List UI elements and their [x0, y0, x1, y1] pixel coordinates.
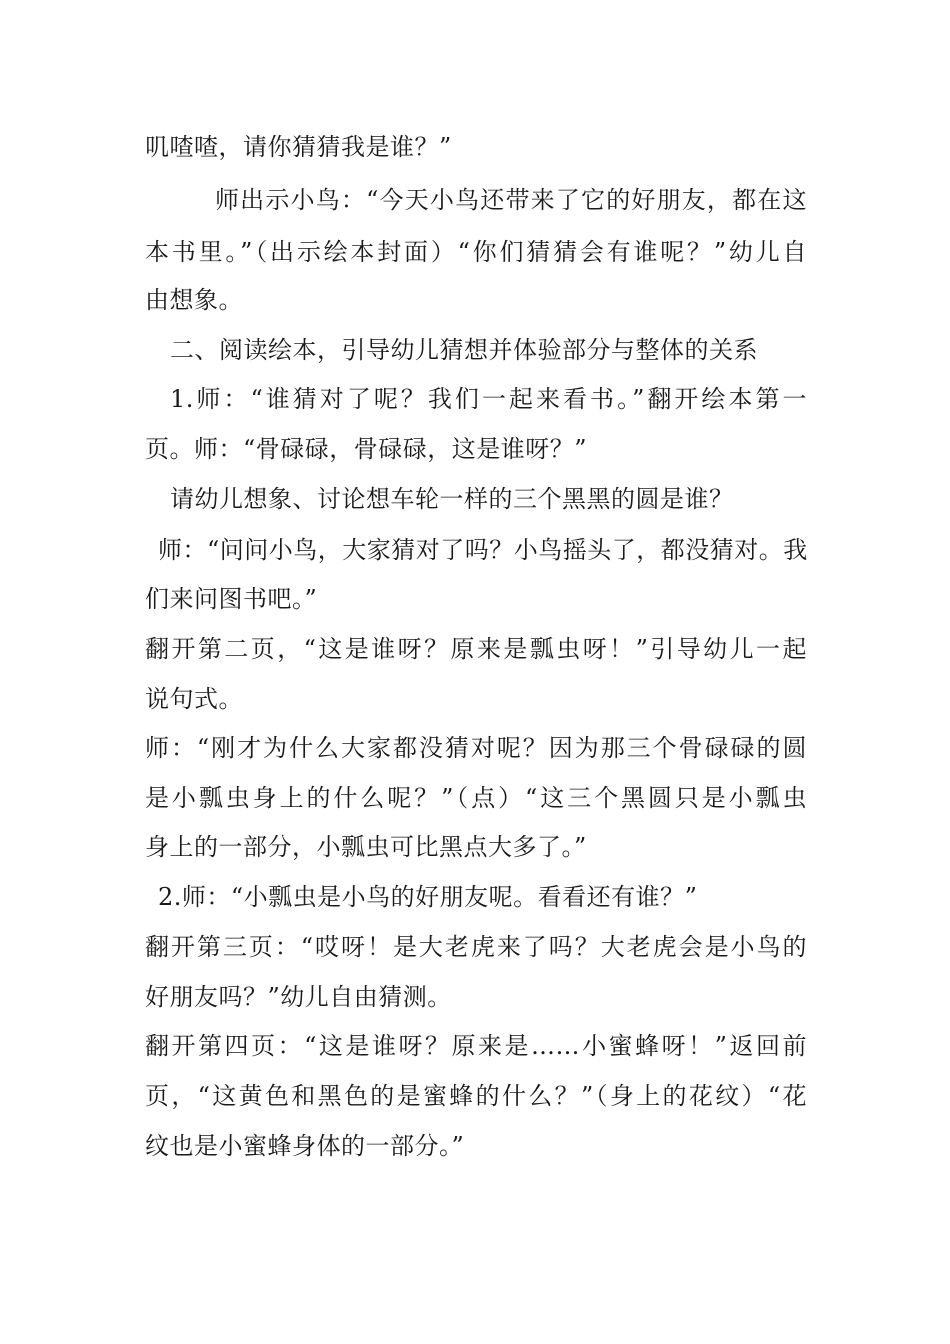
text-line: 页。师：“骨碌碌，骨碌碌，这是谁呀？”	[145, 435, 588, 463]
text-line: 们来问图书吧。”	[145, 585, 318, 613]
text-line: 由想象。	[145, 286, 243, 314]
text-line: 1.师：“谁猜对了呢？我们一起来看书。”翻开绘本第一	[170, 385, 807, 413]
text-line: 页，“这黄色和黑色的是蜜蜂的什么？”（身上的花纹）“花	[145, 1082, 807, 1110]
section-heading: 二、阅读绘本，引导幼儿猜想并体验部分与整体的关系	[170, 336, 758, 364]
text-line: 师：“问问小鸟，大家猜对了吗？小鸟摇头了，都没猜对。我	[158, 536, 808, 564]
text-line: 说句式。	[145, 685, 243, 713]
text-line: 翻开第二页，“这是谁呀？原来是瓢虫呀！”引导幼儿一起	[145, 635, 807, 663]
text-line: 是小瓢虫身上的什么呢？”（点）“这三个黑圆只是小瓢虫	[145, 784, 807, 812]
text-line: 翻开第四页：“这是谁呀？原来是……小蜜蜂呀！”返回前	[145, 1032, 807, 1060]
text-line: 叽喳喳，请你猜猜我是谁？”	[145, 133, 452, 161]
text-line: 翻开第三页：“哎呀！是大老虎来了吗？大老虎会是小鸟的	[145, 933, 807, 961]
text-line: 师出示小鸟：“今天小鸟还带来了它的好朋友，都在这	[215, 186, 807, 214]
text-line: 师：“刚才为什么大家都没猜对呢？因为那三个骨碌碌的圆	[145, 734, 807, 762]
text-line: 好朋友吗？”幼儿自由猜测。	[145, 983, 452, 1011]
text-line: 2.师：“小瓢虫是小鸟的好朋友呢。看看还有谁？”	[158, 883, 698, 911]
text-line: 本书里。”（出示绘本封面）“你们猜猜会有谁呢？”幼儿自	[145, 238, 807, 266]
text-line: 身上的一部分，小瓢虫可比黑点大多了。”	[145, 833, 587, 861]
text-line: 请幼儿想象、讨论想车轮一样的三个黑黑的圆是谁？	[170, 485, 734, 513]
text-line: 纹也是小蜜蜂身体的一部分。”	[145, 1132, 465, 1160]
